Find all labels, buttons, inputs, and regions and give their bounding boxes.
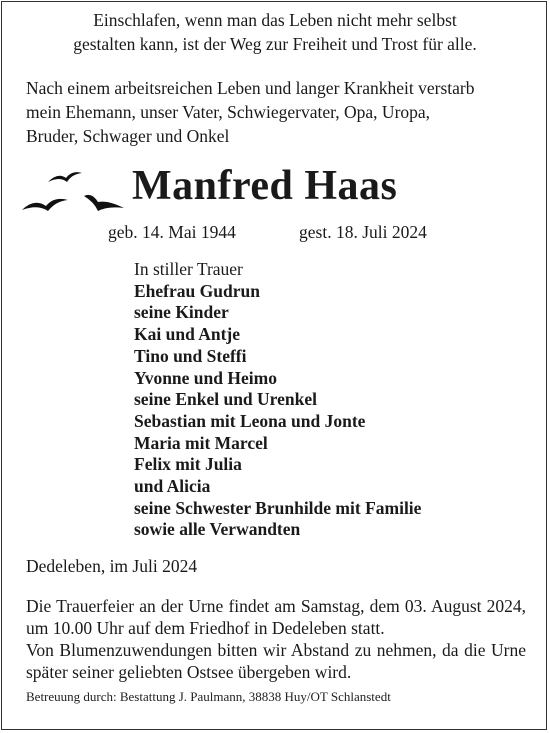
mourner-entry: Sebastian mit Leona und Jonte [134, 410, 366, 431]
intro-line: mein Ehemann, unser Vater, Schwiegervater, Opa, Uropa, [26, 102, 431, 122]
mourners-list [134, 259, 421, 541]
deceased-name: Manfred Haas [132, 163, 398, 209]
intro-line: Nach einem arbeitsreichen Leben und langer Krankheit verstarb [26, 78, 475, 98]
mourner-entry: seine Kinder [134, 302, 229, 323]
mourner-entry: sowie alle Verwandten [134, 519, 301, 540]
mourner-entry: seine Schwester Brunhilde mit Familie [134, 497, 422, 518]
mourner-entry: Kai und Antje [134, 324, 240, 345]
service-notice [26, 595, 526, 683]
service-paragraph: Die Trauerfeier an der Urne findet am Samstag, dem 03. August 2024, um 10.00 Uhr auf dem Friedhof in Dedeleben statt. [26, 596, 526, 638]
mourner-entry: Maria mit Marcel [134, 432, 268, 453]
mourner-entry: Tino und Steffi [134, 345, 247, 366]
service-paragraph: Von Blumenzuwendungen bitten wir Abstand zu nehmen, da die Urne später seiner geliebten Ostsee übergeben wird. [26, 640, 526, 682]
flying-birds-icon [20, 166, 132, 216]
place-and-date: Dedeleben, im Juli 2024 [26, 556, 198, 576]
mourner-entry: Yvonne und Heimo [134, 367, 277, 388]
mourners-heading: In stiller Trauer [134, 259, 243, 279]
motto-quote [0, 8, 550, 56]
mourner-entry: und Alicia [134, 476, 211, 497]
death-date: gest. 18. Juli 2024 [299, 222, 427, 242]
motto-line: Einschlafen, wenn man das Leben nicht mehr selbst [93, 10, 457, 30]
mourner-entry: Felix mit Julia [134, 454, 242, 475]
mourner-entry: Ehefrau Gudrun [134, 280, 260, 301]
birth-date: geb. 14. Mai 1944 [108, 222, 236, 242]
funeral-home-credit: Betreuung durch: Bestattung J. Paulmann, 38838 Huy/OT Schlanstedt [26, 689, 391, 704]
intro-text [26, 76, 528, 148]
mourner-entry: seine Enkel und Urenkel [134, 389, 317, 410]
intro-line: Bruder, Schwager und Onkel [26, 126, 230, 146]
motto-line: gestalten kann, ist der Weg zur Freiheit und Trost für alle. [73, 34, 477, 54]
